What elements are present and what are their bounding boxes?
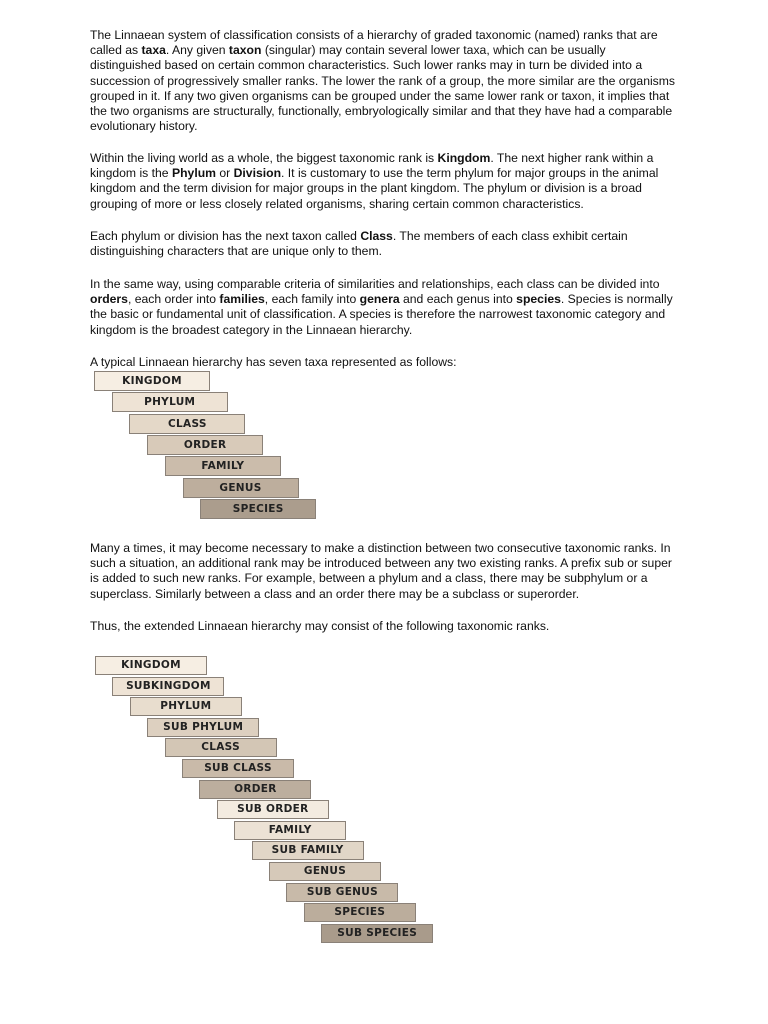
rank-sub-phylum: SUB PHYLUM [147,718,259,737]
rank-genus: GENUS [269,862,381,881]
sub-ranks-paragraph: Many a times, it may become necessary to make a distinction between two consecutive taxonomic ranks. In such a situation, an additional rank may be introduced between any two existing ranks. A prefix sub or super is added to such new ranks. For example, between a phylum and a class, there may be subphylum or a superclass. Similarly between a class and an order there may be a subclass or superorder. [90,541,672,601]
rank-genus: GENUS [183,478,299,498]
rank-sub-class: SUB CLASS [182,759,294,778]
kingdom-paragraph: Within the living world as a whole, the biggest taxonomic rank is Kingdom. The next higher rank within a kingdom is the Phylum or Division. It is customary to use the term phylum for major groups in the animal kingdom and the term division for major groups in the plant kingdom. The phylum or division is a broad grouping of more or less closely related organisms, sharing certain common characteristics. [90,151,659,211]
rank-family: FAMILY [165,456,281,476]
intro-paragraph: The Linnaean system of classification consists of a hierarchy of graded taxonomic (named) ranks that are called as taxa. Any given taxon (singular) may contain several lower taxa, which can be usually distinguished based on certain common characteristics. Such lower ranks may in turn be divided into a succession of progressively smaller ranks. The lower the rank of a group, the more similar are the organisms grouped in it. If any two given organisms can be grouped under the same lower rank or taxon, it implies that the two organisms are structurally, functionally, embryologically similar and that they have had a comparable evolutionary history. [90,28,676,134]
rank-kingdom: KINGDOM [94,371,210,391]
rank-order: ORDER [199,780,311,799]
rank-phylum: PHYLUM [130,697,242,716]
rank-family: FAMILY [234,821,346,840]
rank-sub-family: SUB FAMILY [252,841,364,860]
rank-order: ORDER [147,435,263,455]
extended-intro: Thus, the extended Linnaean hierarchy may consist of the following taxonomic ranks. [90,619,550,633]
rank-sub-genus: SUB GENUS [286,883,398,902]
rank-class: CLASS [165,738,277,757]
rank-class: CLASS [129,414,245,434]
rank-subkingdom: SUBKINGDOM [112,677,224,696]
orders-paragraph: In the same way, using comparable criteria of similarities and relationships, each class can be divided into orders, each order into families, each family into genera and each genus into species. Species is normally the basic or fundamental unit of classification. A species is therefore the narrowest taxonomic category and kingdom is the broadest category in the Linnaean hierarchy. [90,277,673,337]
rank-phylum: PHYLUM [112,392,228,412]
class-paragraph: Each phylum or division has the next taxon called Class. The members of each class exhibit certain distinguishing characters that are unique only to them. [90,229,628,259]
rank-sub-species: SUB SPECIES [321,924,433,943]
rank-sub-order: SUB ORDER [217,800,329,819]
rank-kingdom: KINGDOM [95,656,207,675]
rank-species: SPECIES [304,903,416,922]
seven-taxa-intro: A typical Linnaean hierarchy has seven taxa represented as follows: [90,355,457,369]
rank-species: SPECIES [200,499,316,519]
